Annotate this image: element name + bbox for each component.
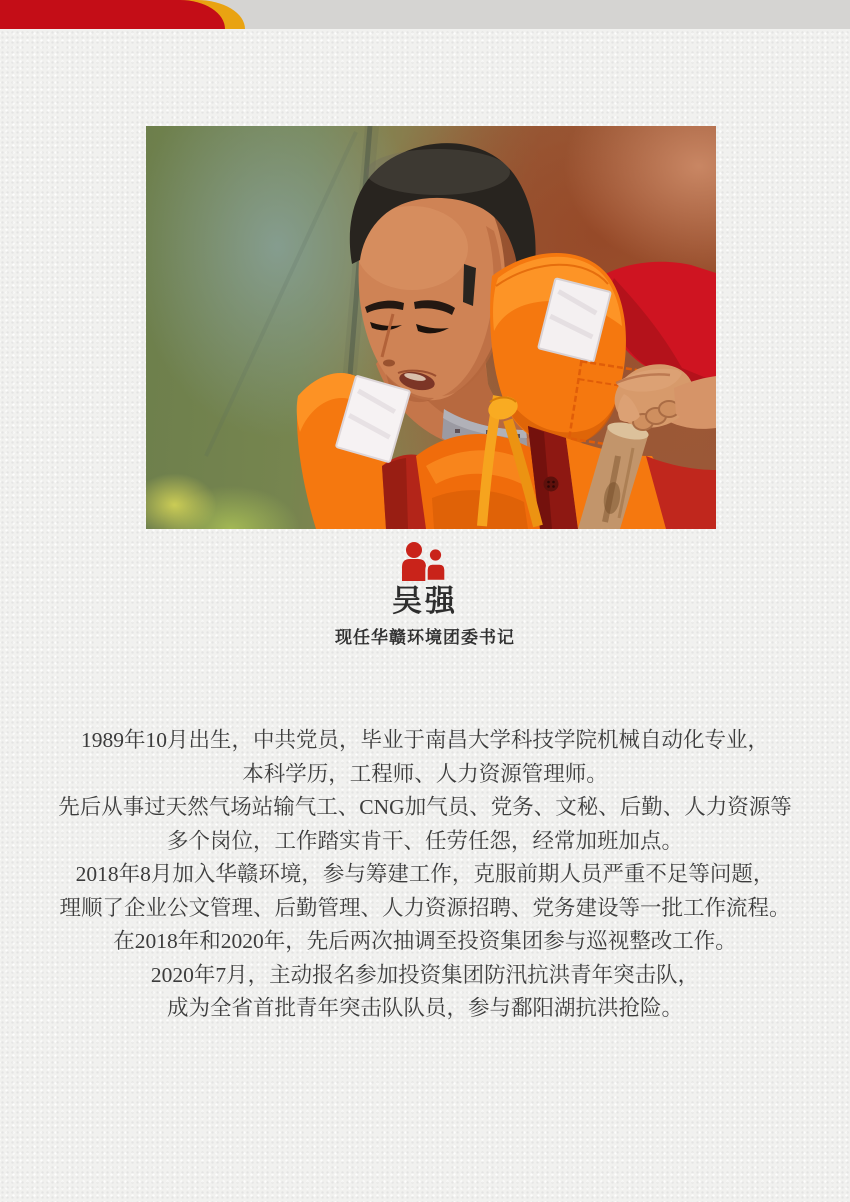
profile-name: 吴强	[392, 585, 458, 618]
bio-text	[40, 724, 810, 1026]
people-icon	[0, 541, 850, 581]
bio-line: 2020年7月，主动报名参加投资集团防汛抗洪青年突击队，	[150, 962, 700, 987]
bio-line: 本科学历，工程师、人力资源管理师。	[242, 761, 608, 786]
photo-illustration	[146, 126, 716, 529]
bio-line: 1989年10月出生，中共党员，毕业于南昌大学科技学院机械自动化专业，	[80, 728, 769, 752]
profile-header	[0, 541, 850, 649]
bio-line: 先后从事过天然气场站输气工、CNG加气员、党务、文秘、后勤、人力资源等	[58, 795, 792, 819]
profile-title: 现任华赣环境团委书记	[335, 628, 515, 647]
top-strip	[0, 0, 850, 29]
bio-line: 在2018年和2020年，先后两次抽调至投资集团参与巡视整改工作。	[113, 929, 737, 953]
bio-line: 2018年8月加入华赣环境，参与筹建工作，克服前期人员严重不足等问题，	[75, 862, 775, 886]
bio-line: 理顺了企业公文管理、后勤管理、人力资源招聘、党务建设等一批工作流程。	[59, 895, 791, 920]
bio-line: 成为全省首批青年突击队队员，参与鄱阳湖抗洪抢险。	[166, 996, 683, 1020]
bio-line: 多个岗位，工作踏实肯干、任劳任怨，经常加班加点。	[166, 828, 683, 853]
corner-swoosh-red	[0, 0, 225, 29]
profile-photo	[146, 126, 716, 529]
